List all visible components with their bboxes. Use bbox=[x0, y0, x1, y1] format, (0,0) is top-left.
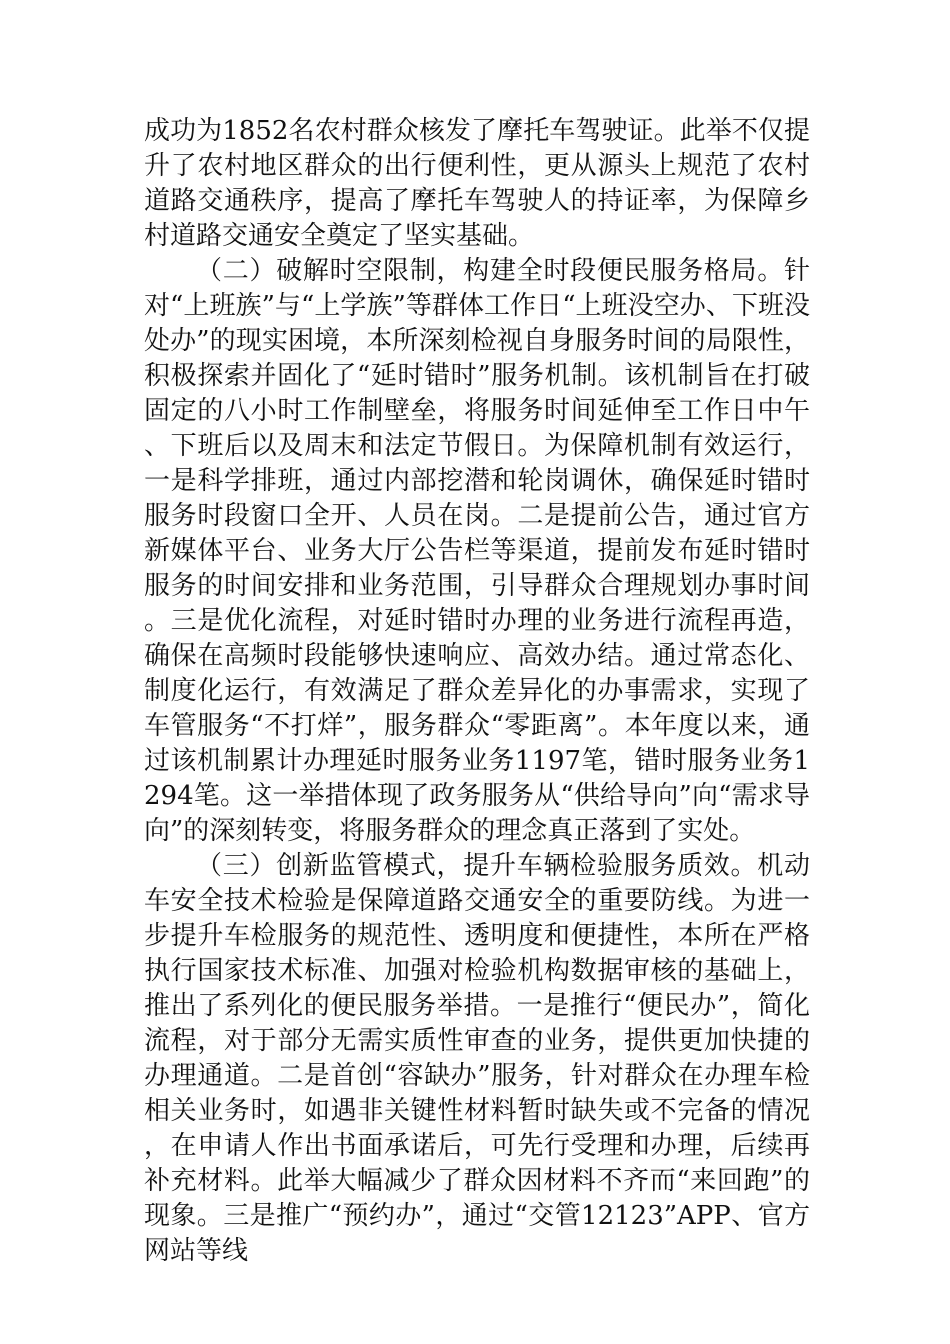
document-body bbox=[144, 114, 810, 1269]
paragraph-continuation: 成功为1852名农村群众核发了摩托车驾驶证。此举不仅提升了农村地区群众的出行便利性，更从源头上规范了农村道路交通秩序，提高了摩托车驾驶人的持证率，为保障乡村道路交通安全奠定了坚实基础。 bbox=[144, 116, 810, 251]
paragraph-section-three: （三）创新监管模式，提升车辆检验服务质效。机动车安全技术检验是保障道路交通安全的重要防线。为进一步提升车检服务的规范性、透明度和便捷性，本所在严格执行国家技术标准、加强对检验机构数据审核的基础上，推出了系列化的便民服务举措。一是推行“便民办”，简化流程，对于部分无需实质性审查的业务，提供更加快捷的办理通道。二是首创“容缺办”服务，针对群众在办理车检相关业务时，如遇非关键性材料暂时缺失或不完备的情况，在申请人作出书面承诺后，可先行受理和办理，后续再补充材料。此举大幅减少了群众因材料不齐而“来回跑”的现象。三是推广“预约办”，通过“交管12123”APP、官方网站等线 bbox=[144, 851, 810, 1266]
paragraph-section-two: （二）破解时空限制，构建全时段便民服务格局。针对“上班族”与“上学族”等群体工作日“上班没空办、下班没处办”的现实困境，本所深刻检视自身服务时间的局限性，积极探索并固化了“延时错时”服务机制。该机制旨在打破固定的八小时工作制壁垒，将服务时间延伸至工作日中午、下班后以及周末和法定节假日。为保障机制有效运行，一是科学排班，通过内部挖潜和轮岗调休，确保延时错时服务时段窗口全开、人员在岗。二是提前公告，通过官方新媒体平台、业务大厅公告栏等渠道，提前发布延时错时服务的时间安排和业务范围，引导群众合理规划办事时间。三是优化流程，对延时错时办理的业务进行流程再造，确保在高频时段能够快速响应、高效办结。通过常态化、制度化运行，有效满足了群众差异化的办事需求，实现了车管服务“不打烊”，服务群众“零距离”。本年度以来，通过该机制累计办理延时服务业务1197笔，错时服务业务1294笔。这一举措体现了政务服务从“供给导向”向“需求导向”的深刻转变，将服务群众的理念真正落到了实处。 bbox=[144, 256, 810, 846]
